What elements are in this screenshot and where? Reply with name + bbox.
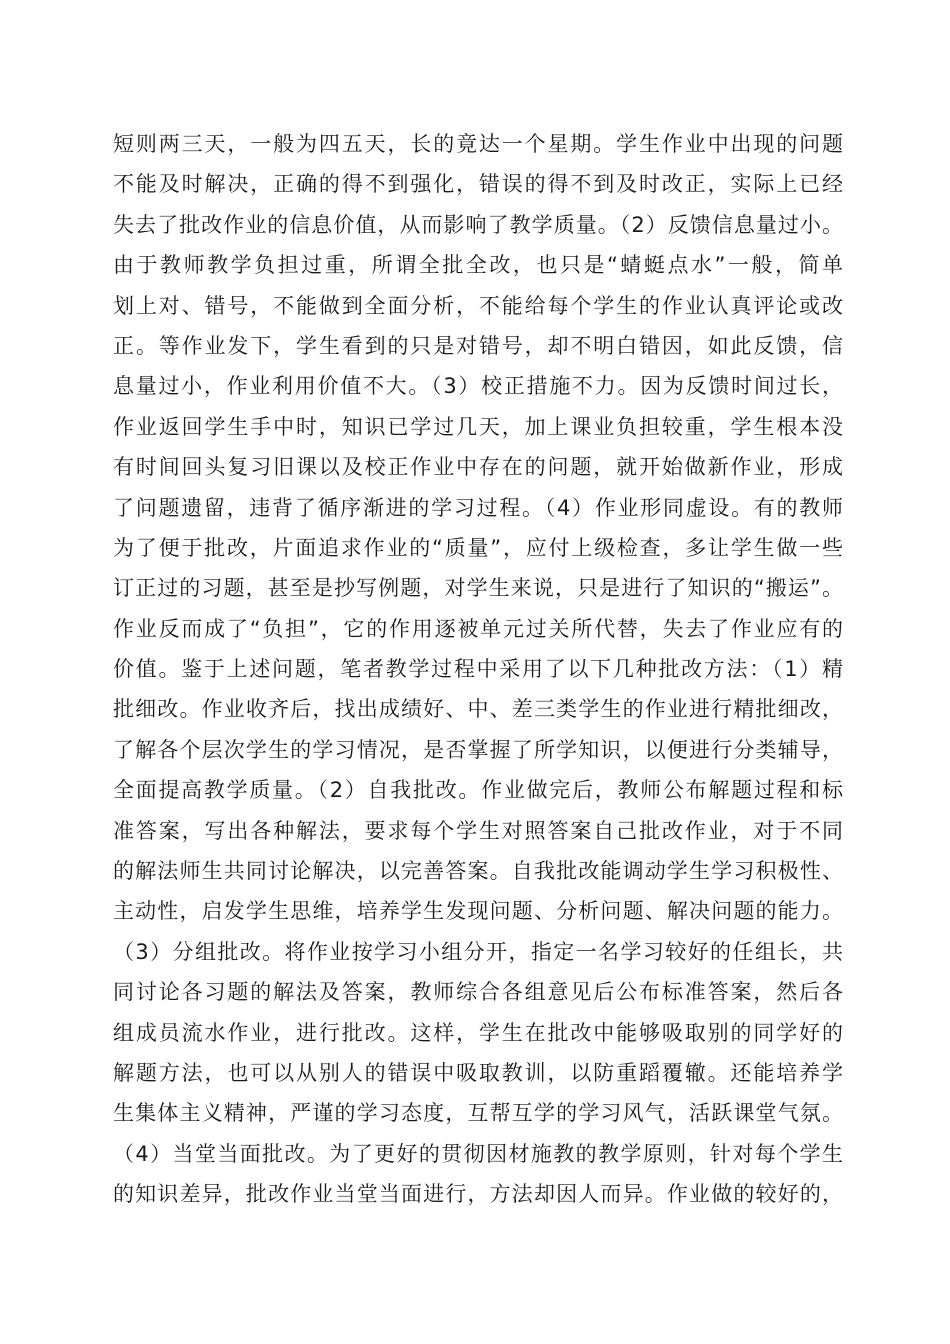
body-paragraph — [113, 124, 843, 1215]
text-line: 全面提高教学质量。（2）自我批改。作业做完后，教师公布解题过程和标 — [113, 778, 843, 803]
text-line: 由于教师教学负担过重，所谓全批全改，也只是“蜻蜓点水”一般，简单 — [113, 253, 843, 278]
text-line: 生集体主义精神，严谨的学习态度，互帮互学的学习风气，活跃课堂气氛。 — [113, 1101, 843, 1126]
text-line: （3）分组批改。将作业按学习小组分开，指定一名学习较好的任组长，共 — [113, 939, 843, 964]
text-line: 有时间回头复习旧课以及校正作业中存在的问题，就开始做新作业，形成 — [113, 455, 843, 480]
text-line: 组成员流水作业，进行批改。这样，学生在批改中能够吸取别的同学好的 — [113, 1020, 843, 1045]
text-line: 价值。鉴于上述问题，笔者教学过程中采用了以下几种批改方法：（1）精 — [113, 657, 843, 682]
text-line: 订正过的习题，甚至是抄写例题，对学生来说，只是进行了知识的“搬运”。 — [113, 576, 843, 601]
text-line: 主动性，启发学生思维，培养学生发现问题、分析问题、解决问题的能力。 — [113, 899, 843, 924]
text-line: 作业返回学生手中时，知识已学过几天，加上课业负担较重，学生根本没 — [113, 414, 843, 439]
text-line: 的知识差异，批改作业当堂当面进行，方法却因人而异。作业做的较好的， — [113, 1182, 843, 1207]
text-line: 不能及时解决，正确的得不到强化，错误的得不到及时改正，实际上已经 — [113, 172, 843, 197]
text-line: 为了便于批改，片面追求作业的“质量”，应付上级检查，多让学生做一些 — [113, 535, 843, 560]
text-line: 了问题遗留，违背了循序渐进的学习过程。（4）作业形同虚设。有的教师 — [113, 495, 843, 520]
text-line: 短则两三天，一般为四五天，长的竟达一个星期。学生作业中出现的问题 — [113, 132, 843, 156]
text-line: 正。等作业发下，学生看到的只是对错号，却不明白错因，如此反馈，信 — [113, 333, 843, 358]
text-line: 批细改。作业收齐后，找出成绩好、中、差三类学生的作业进行精批细改， — [113, 697, 843, 722]
text-line: 失去了批改作业的信息价值，从而影响了教学质量。（2）反馈信息量过小。 — [113, 212, 843, 237]
text-line: 了解各个层次学生的学习情况，是否掌握了所学知识，以便进行分类辅导， — [113, 737, 843, 762]
text-line: 息量过小，作业利用价值不大。（3）校正措施不力。因为反馈时间过长， — [113, 374, 843, 399]
text-line: 同讨论各习题的解法及答案，教师综合各组意见后公布标准答案，然后各 — [113, 980, 843, 1005]
text-line: 解题方法，也可以从别人的错误中吸取教训，以防重蹈覆辙。还能培养学 — [113, 1060, 843, 1085]
text-line: 准答案，写出各种解法，要求每个学生对照答案自己批改作业，对于不同 — [113, 818, 843, 843]
text-line: （4）当堂当面批改。为了更好的贯彻因材施教的教学原则，针对每个学生 — [113, 1141, 843, 1166]
text-line: 划上对、错号，不能做到全面分析，不能给每个学生的作业认真评论或改 — [113, 293, 843, 318]
text-line: 的解法师生共同讨论解决，以完善答案。自我批改能调动学生学习积极性、 — [113, 859, 843, 884]
text-line: 作业反而成了“负担”，它的作用逐被单元过关所代替，失去了作业应有的 — [113, 616, 843, 641]
